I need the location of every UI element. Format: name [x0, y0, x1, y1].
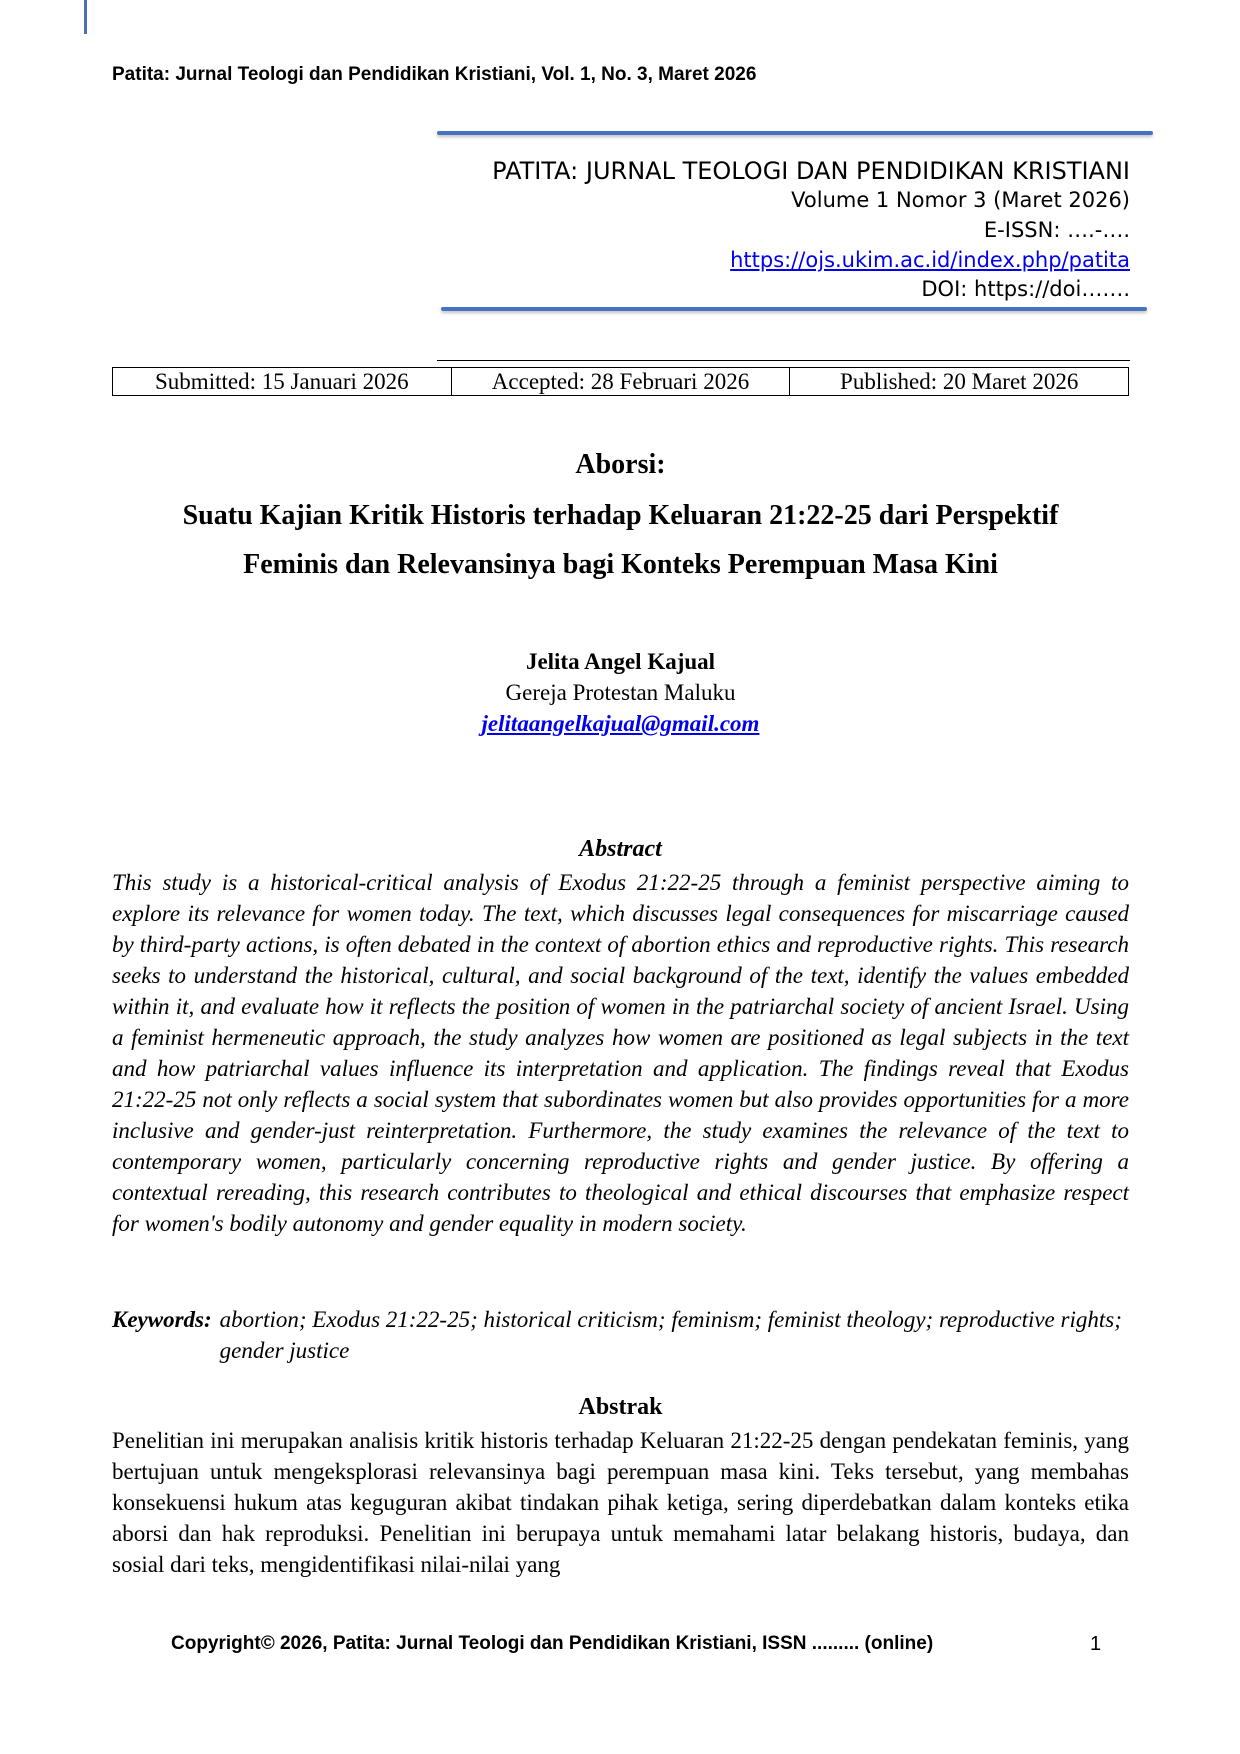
running-head: Patita: Jurnal Teologi dan Pendidikan Kristiani, Vol. 1, No. 3, Maret 2026 [112, 64, 757, 85]
paper-subtitle-line-1: Suatu Kajian Kritik Historis terhadap Keluaran 21:22-25 dari Perspektif [182, 500, 1059, 531]
abstrak-text: Penelitian ini merupakan analisis kritik historis terhadap Keluaran 21:22-25 dengan pendekatan feminis, yang bertujuan untuk mengeksplorasi relevansinya bagi perempuan masa kini. Teks tersebut, yang membahas konsekuensi hukum atas keguguran akibat tindakan pihak ketiga, sering diperdebatkan dalam konteks etika aborsi dan hak reproduksi. Penelitian ini berupaya untuk memahami latar belakang historis, budaya, dan sosial dari teks, mengidentifikasi nilai-nilai yang [112, 1428, 1129, 1577]
accepted-date: Accepted: 28 Februari 2026 [452, 368, 791, 395]
header-rule-top [437, 131, 1153, 135]
journal-volume: Volume 1 Nomor 3 (Maret 2026) [791, 188, 1130, 212]
submitted-date: Submitted: 15 Januari 2026 [113, 368, 452, 395]
journal-url-link[interactable]: https://ojs.ukim.ac.id/index.php/patita [730, 248, 1130, 272]
published-date: Published: 20 Maret 2026 [840, 369, 1079, 394]
corner-mark [84, 0, 87, 34]
page-number: 1 [1090, 1633, 1102, 1655]
keywords-text: abortion; Exodus 21:22-25; historical criticism; feminism; feminist theology; reproductive rights; gender justice [219, 1307, 1122, 1363]
keywords-label: Keywords: [112, 1307, 212, 1332]
abstract-heading: Abstract [579, 836, 662, 862]
journal-eissn: E-ISSN: ….-…. [983, 218, 1130, 242]
author-affiliation: Gereja Protestan Maluku [505, 680, 736, 705]
journal-name: PATITA: JURNAL TEOLOGI DAN PENDIDIKAN KRISTIANI [492, 157, 1130, 185]
keywords [112, 1304, 1129, 1366]
dates-table [112, 367, 1129, 396]
footer-copyright: Copyright© 2026, Patita: Jurnal Teologi dan Pendidikan Kristiani, ISSN ......... (online) [171, 1633, 934, 1654]
header-rule-bottom [441, 307, 1147, 311]
paper-subtitle-line-2: Feminis dan Relevansinya bagi Konteks Perempuan Masa Kini [243, 549, 998, 580]
abstract-text: This study is a historical-critical analysis of Exodus 21:22-25 through a feminist perspective aiming to explore its relevance for women today. The text, which discusses legal consequences for miscarriage caused by third-party actions, is often debated in the context of abortion ethics and reproductive rights. This research seeks to understand the historical, cultural, and social background of the text, identify the values embedded within it, and evaluate how it reflects the position of women in the patriarchal society of ancient Israel. Using a feminist hermeneutic approach, the study analyzes how women are positioned as legal subjects in the text and how patriarchal values influence its interpretation and application. The findings reveal that Exodus 21:22-25 not only reflects a social system that subordinates women but also provides opportunities for a more inclusive and gender-just reinterpretation. Furthermore, the study examines the relevance of the text to contemporary women, particularly concerning reproductive rights and gender justice. By offering a contextual rereading, this research contributes to theological and ethical discourses that emphasize respect for women's bodily autonomy and gender equality in modern society. [112, 870, 1129, 1236]
abstrak-heading: Abstrak [578, 1394, 663, 1420]
author-name: Jelita Angel Kajual [525, 649, 716, 674]
journal-doi: DOI: https://doi……. [921, 277, 1130, 301]
author-email-link[interactable]: jelitaangelkajual@gmail.com [481, 711, 760, 736]
paper-title: Aborsi: [575, 449, 666, 480]
separator-line [437, 360, 1130, 361]
